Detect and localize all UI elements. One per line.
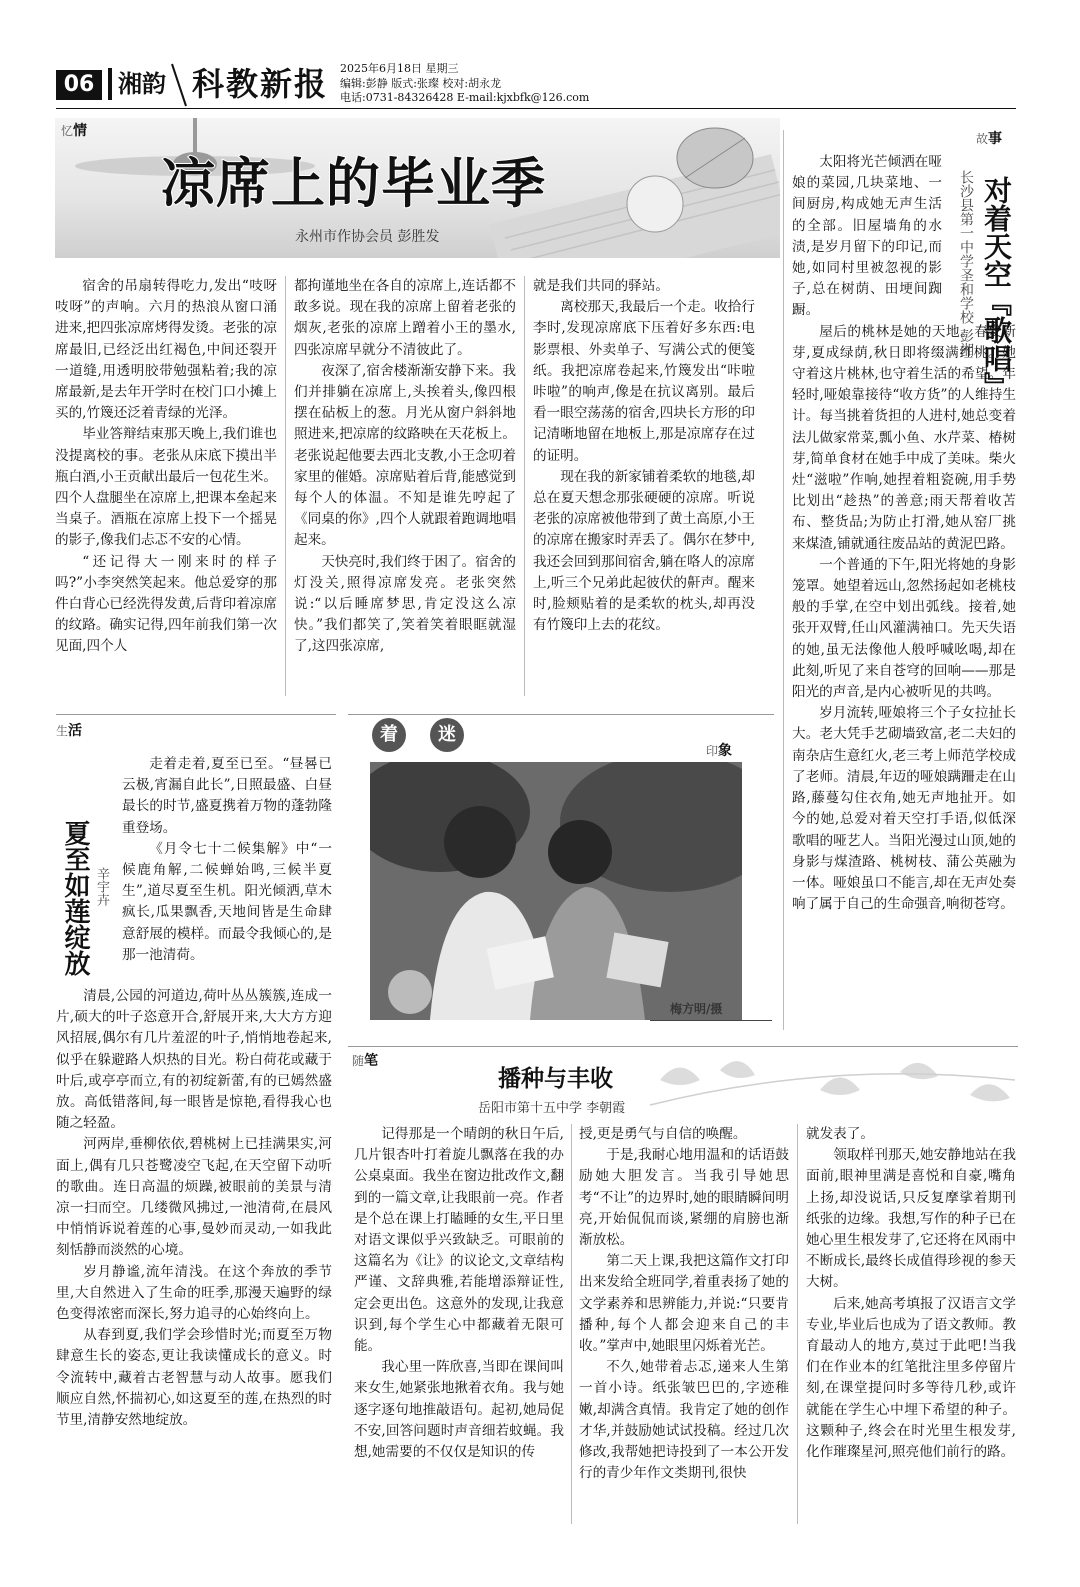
article1-column-3 <box>533 276 755 636</box>
photo-children-reading <box>370 762 742 1020</box>
article1-column-2 <box>294 276 516 658</box>
article2-title: 对着天空『歌唱』 <box>980 176 1013 400</box>
article1-byline: 永州市作协会员 彭胜发 <box>295 229 440 245</box>
paragraph: 岁月静谧,流年清浅。在这个奔放的季节里,大自然进入了生命的旺季,那漫天遍野的绿色变得浓密而深长,努力追寻的心始终向上。 <box>56 1263 332 1323</box>
article2-byline: 长沙县第一中学圣和学校 彭湘 <box>958 170 974 357</box>
column-divider <box>571 1124 572 1524</box>
edition-name: 湘韵 <box>108 68 166 100</box>
paragraph: 屋后的桃林是她的天地。春发新芽,夏成绿荫,秋日即将缀满红桃。她守着这片桃林,也守着生活的希望。年轻时,哑娘靠接待“收方货”的人维持生计。每当挑着货担的人进村,她总变着法儿做家常菜,瓢小鱼、水芹菜、椿树芽,简单食材在她手中成了美味。柴火灶“滋啦”作响,她捏着粗瓷碗,用手势比划出“趁热”的善意;雨天帮着收苫布、整货品;为防止打滑,她从窑厂挑来煤渣,铺就通往废品站的黄泥巴路。 <box>792 323 1016 552</box>
masthead-rule <box>56 108 1016 109</box>
paragraph: 我心里一阵欣喜,当即在课间叫来女生,她紧张地揪着衣角。我与她逐字逐句地推敲语句。起初,她局促不安,回答问题时声音细若蚊蝇。我想,她需要的不仅仅是知识的传 <box>354 1359 564 1461</box>
paragraph: 岁月流转,哑娘将三个子女拉扯长大。老大凭手艺砌墙致富,老二夫妇的南杂店生意红火,老三考上师范学校成了老师。清晨,年迈的哑娘蹒跚走在山路,藤蔓勾住衣角,她无声地扯开。如今的她,总爱对着天空打手语,似低深歌唱的哑艺人。当阳光漫过山顶,她的身影与煤渣路、桃树枝、蒲公英融为一体。哑娘虽口不能言,却在无声处奏响了属于自己的生命强音,响彻苍穹。 <box>792 705 1016 913</box>
masthead-slash <box>168 62 192 108</box>
date-line: 2025年6月18日 星期三 <box>340 62 459 75</box>
article2-body <box>792 152 1016 915</box>
article4-column-3 <box>806 1124 1016 1463</box>
paragraph: 宿舍的吊扇转得吃力,发出“吱呀吱呀”的声响。六月的热浪从窗口涌进来,把四张凉席烤得发烫。老张的凉席最旧,已经泛出红褐色,中间还裂开一道缝,用透明胶带勉强粘着;我的凉席最新,是去年开学时在校门口小摊上买的,竹篾还泛着青绿的光泽。 <box>55 278 277 422</box>
paragraph: 于是,我耐心地用温和的话语鼓励她大胆发言。当我引导她思考“不让”的边界时,她的眼睛瞬间明亮,开始侃侃而谈,紧绷的肩膀也渐渐放松。 <box>579 1147 789 1249</box>
paragraph: 第二天上课,我把这篇作文打印出来发给全班同学,着重表扬了她的文学素养和思辨能力,并说:“只要肯播种,每个人都会迎来自己的丰收。”掌声中,她眼里闪烁着光芒。 <box>579 1253 789 1355</box>
article4-title: 播种与丰收 <box>498 1066 613 1092</box>
photo-badge-2: 迷 <box>430 718 464 752</box>
paragraph: 清晨,公园的河道边,荷叶丛丛簇簇,连成一片,硕大的叶子恣意开合,舒展开来,大大方方迎风招展,偶尔有几片羞涩的叶子,悄悄地卷起来,似乎在躲避路人炽热的目光。粉白荷花或藏于叶后,或亭亭而立,有的初绽新蕾,有的已嫣然盛放。高低错落间,每一眼皆是惊艳,看得我心也随之轻盈。 <box>56 988 332 1132</box>
article3-title: 夏至如莲绽放 <box>60 820 90 976</box>
paragraph: 毕业答辩结束那天晚上,我们谁也没提离校的事。老张从床底下摸出半瓶白酒,小王贡献出最后一包花生米。四个人盘腿坐在凉席上,把课本垒起来当桌子。酒瓶在凉席上投下一个摇晃的影子,像我们忐忑不安的心情。 <box>55 426 277 549</box>
section-rule <box>348 714 774 715</box>
section-rule <box>348 1046 1018 1047</box>
page-number: 06 <box>56 70 102 100</box>
paragraph: 《月令七十二候集解》中“一候鹿角解,二候蝉始鸣,三候半夏生”,道尽夏至生机。阳光倾洒,草木疯长,瓜果飘香,天地间皆是生命肆意舒展的模样。而最令我倾心的,是那一池清荷。 <box>122 840 332 963</box>
paragraph: 一个普通的下午,阳光将她的身影笼罩。她望着远山,忽然扬起如老桃枝般的手掌,在空中划出弧线。接着,她张开双臂,任山风灌满袖口。先天失语的她,虽无法像他人般呼喊吆喝,却在此刻,听见了来自苍穹的回响——那是阳光的声音,是内心被听见的共鸣。 <box>792 556 1016 701</box>
section-tag-impression: 印象 <box>706 743 733 759</box>
paragraph: 后来,她高考填报了汉语言文学专业,毕业后也成为了语文教师。教育最动人的地方,莫过于此吧!当我们在作业本的红笔批注里多停留片刻,在课堂提问时多等待几秒,或许就能在学生心中埋下希望的种子。这颗种子,终会在时光里生根发芽,化作璀璨星河,照亮他们前行的路。 <box>806 1295 1016 1461</box>
paragraph: 天快亮时,我们终于困了。宿舍的灯没关,照得凉席发亮。老张突然说:“以后睡席梦思,肯定没这么凉快。”我们都笑了,笑着笑着眼眶就湿了,这四张凉席, <box>294 553 516 655</box>
paragraph: 领取样刊那天,她安静地站在我面前,眼神里满是喜悦和自豪,嘴角上扬,却没说话,只反复摩挲着期刊纸张的边缘。我想,写作的种子已在她心里生根发芽了,它还将在风雨中不断成长,最终长成值得珍视的参天大树。 <box>806 1147 1016 1291</box>
section-tag-essay: 随笔 <box>352 1053 379 1069</box>
article4-column-2 <box>579 1124 789 1484</box>
photo-illustration <box>370 762 742 1020</box>
article3-body-upper <box>122 754 332 966</box>
photo-rule <box>650 1020 772 1021</box>
paragraph: 授,更是勇气与自信的唤醒。 <box>579 1126 747 1142</box>
section-tag-story: 故事 <box>976 131 1003 147</box>
section-rule <box>56 714 336 715</box>
masthead-info <box>340 62 589 106</box>
masthead <box>56 62 1016 108</box>
column-divider <box>285 276 286 696</box>
article4-column-1 <box>354 1124 564 1463</box>
paragraph: 现在我的新家铺着柔软的地毯,却总在夏天想念那张硬硬的凉席。听说老张的凉席被他带到了黄土高原,小王的凉席在搬家时弄丢了。偶尔在梦中,我还会回到那间宿舍,躺在咯人的凉席上,听三个兄弟此起彼伏的鼾声。醒来时,脸颊贴着的是柔软的枕头,却再没有竹篾印上去的花纹。 <box>533 468 755 634</box>
column-divider <box>797 1124 798 1524</box>
paragraph: 就发表了。 <box>806 1126 874 1142</box>
paragraph: 太阳将光芒倾洒在哑娘的菜园,几块菜地、一间厨房,构成她无声生活的全部。旧屋墙角的水渍,是岁月留下的印记,而她,如同村里被忽视的影子,总在树荫、田埂间踟蹰。 <box>792 154 942 319</box>
paragraph: 从春到夏,我们学会珍惜时光;而夏至万物肆意生长的姿态,更让我读懂成长的意义。时令流转中,藏着古老智慧与动人故事。愿我们顺应自然,怀揣初心,如这夏至的莲,在热烈的时节里,清静安然地绽放。 <box>56 1327 332 1429</box>
photo-credit: 梅方明/摄 <box>670 1002 723 1016</box>
paper-name: 科教新报 <box>192 65 329 103</box>
column-divider <box>524 276 525 696</box>
section-tag-life: 生活 <box>56 723 83 739</box>
article1-title: 凉席上的毕业季 <box>161 152 546 215</box>
paragraph: 离校那天,我最后一个走。收拾行李时,发现凉席底下压着好多东西:电影票根、外卖单子、写满公式的便笺纸。我把凉席卷起来,竹篾发出“咔啦咔啦”的响声,像是在抗议离别。最后看一眼空荡荡的宿舍,四块长方形的印记清晰地留在地板上,那是凉席存在过的证明。 <box>533 299 755 464</box>
article3-body-lower <box>56 986 332 1431</box>
paragraph: 河两岸,垂柳依依,碧桃树上已挂满果实,河面上,偶有几只苍鹭凌空飞起,在天空留下动听的歌曲。连日高温的烦躁,被眼前的美景与清凉一扫而空。几缕微风拂过,一池清荷,在晨风中悄悄诉说着莲的心事,曼妙而灵动,一如我此刻恬静而淡然的心境。 <box>56 1136 332 1259</box>
editors-line: 编辑:彭静 版式:张璨 校对:胡永龙 <box>340 76 502 90</box>
ginkgo-leaves-decoration <box>640 1050 1020 1120</box>
contact-line: 电话:0731-84326428 E-mail:kjxbfk@126.com <box>340 91 590 104</box>
column-divider <box>783 130 784 1030</box>
paragraph: “还记得大一刚来时的样子吗?”小李突然笑起来。他总爱穿的那件白背心已经洗得发黄,后背印着凉席的纹路。确实记得,四年前我们第一次见面,四个人 <box>55 553 277 655</box>
paragraph: 不久,她带着忐忑,递来人生第一首小诗。纸张皱巴巴的,字迹稚嫩,却满含真情。我肯定了她的创作才华,并鼓励她试试投稿。经过几次修改,我帮她把诗投到了一本公开发行的青少年作文类期刊,很快 <box>579 1359 789 1482</box>
article1-column-1 <box>55 276 277 658</box>
photo-badge-1: 着 <box>372 718 406 752</box>
paragraph: 都拘谨地坐在各自的凉席上,连话都不敢多说。现在我的凉席上留着老张的烟灰,老张的凉席上蹭着小王的墨水,四张凉席早就分不清彼此了。 <box>294 278 516 358</box>
paragraph: 夜深了,宿舍楼渐渐安静下来。我们并排躺在凉席上,头挨着头,像四根摆在砧板上的葱。月光从窗户斜斜地照进来,把凉席的纹路映在天花板上。老张说起他要去西北支教,小王念叨着家里的催婚。凉席贴着后背,能感觉到每个人的体温。不知是谁先哼起了《同桌的你》,四个人就跟着跑调地唱起来。 <box>294 362 516 549</box>
paragraph: 走着走着,夏至已至。“昼晷已云极,宵漏自此长”,日照最盛、白昼最长的时节,盛夏携着万物的蓬勃隆重登场。 <box>122 756 332 836</box>
paragraph: 记得那是一个晴朗的秋日午后,几片银杏叶打着旋儿飘落在我的办公桌桌面。我坐在窗边批改作文,翻到的一篇文章,让我眼前一亮。作者是个总在课上打瞌睡的女生,平日里对语文课似乎兴致缺乏。可眼前的这篇名为《让》的议论文,文章结构严谨、文辞典雅,若能增添辩证性,定会更出色。这意外的发现,让我意识到,每个学生心中都藏着无限可能。 <box>354 1126 564 1355</box>
section-tag-memory: 忆情 <box>61 123 88 139</box>
paragraph: 就是我们共同的驿站。 <box>533 278 669 294</box>
article1-banner <box>55 118 780 258</box>
article3-byline: 辛宇卉 <box>94 867 109 906</box>
article4-byline: 岳阳市第十五中学 李朝霞 <box>478 1101 626 1116</box>
